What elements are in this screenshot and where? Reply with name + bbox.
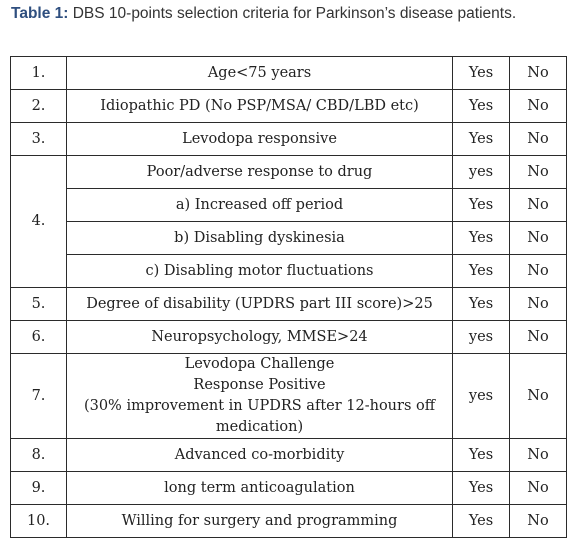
- table-caption: [11, 4, 561, 24]
- row-number: 2.: [11, 90, 67, 123]
- table-label: Table 1:: [11, 5, 69, 22]
- yes-cell: Yes: [453, 439, 510, 472]
- criterion-cell: Degree of disability (UPDRS part III score)>25: [67, 288, 453, 321]
- table-title: DBS 10-points selection criteria for Parkinson’s disease patients.: [72, 5, 517, 22]
- no-cell: No: [510, 288, 567, 321]
- no-cell: No: [510, 222, 567, 255]
- yes-cell: yes: [453, 354, 510, 439]
- criterion-cell: c) Disabling motor fluctuations: [67, 255, 453, 288]
- criterion-cell: Advanced co-morbidity: [67, 439, 453, 472]
- row-number: 5.: [11, 288, 67, 321]
- criterion-cell: [67, 354, 453, 439]
- no-cell: No: [510, 57, 567, 90]
- table-row: [11, 354, 567, 439]
- criterion-cell: Neuropsychology, MMSE>24: [67, 321, 453, 354]
- table-row: [11, 123, 567, 156]
- row-number: 6.: [11, 321, 67, 354]
- row-number: 7.: [11, 354, 67, 439]
- yes-cell: Yes: [453, 189, 510, 222]
- criterion-cell: Age<75 years: [67, 57, 453, 90]
- table-row: [11, 321, 567, 354]
- yes-cell: Yes: [453, 90, 510, 123]
- no-cell: No: [510, 255, 567, 288]
- no-cell: No: [510, 439, 567, 472]
- criterion-cell: a) Increased off period: [67, 189, 453, 222]
- no-cell: No: [510, 123, 567, 156]
- table-row: [11, 505, 567, 538]
- criterion-line: (30% improvement in UPDRS after 12-hours off medication): [83, 398, 436, 435]
- no-cell: No: [510, 189, 567, 222]
- yes-cell: Yes: [453, 123, 510, 156]
- table-row: [11, 288, 567, 321]
- yes-cell: Yes: [453, 288, 510, 321]
- yes-cell: Yes: [453, 472, 510, 505]
- selection-criteria-table: [10, 56, 567, 538]
- table-row: [11, 189, 567, 222]
- yes-cell: Yes: [453, 505, 510, 538]
- no-cell: No: [510, 156, 567, 189]
- no-cell: No: [510, 321, 567, 354]
- table-row: [11, 222, 567, 255]
- table-row: [11, 156, 567, 189]
- table-row: [11, 439, 567, 472]
- row-number: 9.: [11, 472, 67, 505]
- no-cell: No: [510, 90, 567, 123]
- row-number: 10.: [11, 505, 67, 538]
- row-number: 1.: [11, 57, 67, 90]
- criterion-cell: Willing for surgery and programming: [67, 505, 453, 538]
- yes-cell: Yes: [453, 57, 510, 90]
- table-row: [11, 57, 567, 90]
- yes-cell: yes: [453, 156, 510, 189]
- yes-cell: yes: [453, 321, 510, 354]
- yes-cell: Yes: [453, 255, 510, 288]
- criterion-cell: long term anticoagulation: [67, 472, 453, 505]
- yes-cell: Yes: [453, 222, 510, 255]
- table-row: [11, 90, 567, 123]
- criterion-line: Response Positive: [193, 377, 326, 393]
- criterion-line: Levodopa Challenge: [184, 356, 335, 372]
- criterion-cell: b) Disabling dyskinesia: [67, 222, 453, 255]
- criterion-cell: Idiopathic PD (No PSP/MSA/ CBD/LBD etc): [67, 90, 453, 123]
- table-row: [11, 472, 567, 505]
- no-cell: No: [510, 505, 567, 538]
- row-number: 3.: [11, 123, 67, 156]
- row-number: 8.: [11, 439, 67, 472]
- no-cell: No: [510, 472, 567, 505]
- row-number: 4.: [11, 156, 67, 288]
- no-cell: No: [510, 354, 567, 439]
- table-row: [11, 255, 567, 288]
- criterion-cell: Levodopa responsive: [67, 123, 453, 156]
- criterion-cell: Poor/adverse response to drug: [67, 156, 453, 189]
